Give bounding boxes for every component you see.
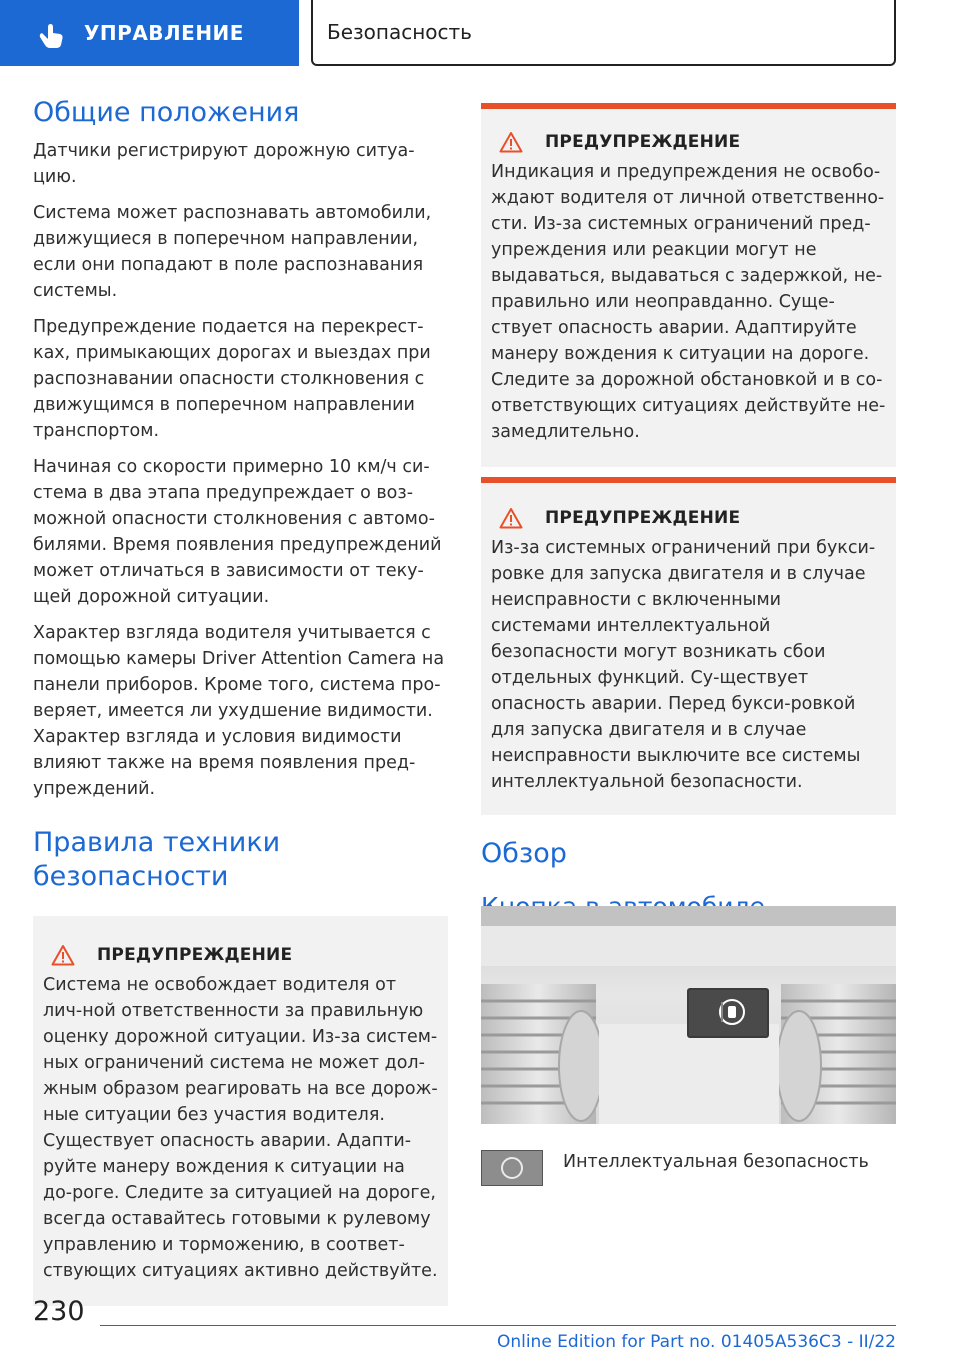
warning-triangle-icon bbox=[499, 507, 523, 529]
button-label: Интеллектуальная безопасность bbox=[563, 1152, 869, 1172]
warning-triangle-icon bbox=[51, 944, 75, 966]
warning-triangle-icon bbox=[499, 131, 523, 153]
warning-header bbox=[491, 507, 886, 529]
warning-header bbox=[43, 944, 438, 966]
paragraph: Предупреждение подается на перекрест-ках, примыкающих дорогах и выездах при распознавании опасности столкновения с движущимся в поперечном направлении транспортом. bbox=[33, 317, 431, 441]
intelligent-safety-button-icon bbox=[481, 1150, 543, 1186]
warning-text: Из-за системных ограничений при букси-ровке для запуска двигателя и в случае неисправности с включенными системами интеллектуальной безопасности могут возникать сбои отдельных функций. Су-ществует опасность аварии. Перед букси-ровкой для запуска двигателя и в случае неисправности выключите все системы интеллектуальной безопасности. bbox=[491, 538, 876, 792]
warning-label: ПРЕДУПРЕЖДЕНИЕ bbox=[545, 508, 741, 528]
page-number: 230 bbox=[33, 1296, 85, 1327]
warning-text: Индикация и предупреждения не освобо-ждают водителя от личной ответственно-сти. Из-за системных ограничений пред-упреждения или реакции могут не выдаваться, выдаваться с задержкой, не-правильно или неоправданно. Суще-ствует опасность аварии. Адаптируйте манеру вождения к ситуации на дороге. Следите за дорожной обстановкой и в со-ответствующих ситуациях действуйте не-замедлительно. bbox=[491, 162, 886, 442]
heading-general: Общие положения bbox=[33, 97, 300, 128]
heading-safety: Правила техники безопасности bbox=[33, 827, 281, 892]
heading-overview: Обзор bbox=[481, 838, 567, 869]
button-legend bbox=[481, 1150, 896, 1190]
chapter-tab bbox=[311, 0, 896, 66]
warning-label: ПРЕДУПРЕЖДЕНИЕ bbox=[97, 945, 293, 965]
warning-box bbox=[481, 477, 896, 815]
right-column bbox=[481, 103, 896, 923]
section-title: УПРАВЛЕНИЕ bbox=[84, 21, 244, 45]
console-illustration bbox=[481, 906, 896, 1124]
console-photo bbox=[481, 906, 896, 1124]
footer-edition: Online Edition for Part no. 01405A536C3 - II/22 bbox=[496, 1332, 896, 1352]
paragraph: Датчики регистрируют дорожную ситуа-цию. bbox=[33, 141, 415, 187]
warning-label: ПРЕДУПРЕЖДЕНИЕ bbox=[545, 132, 741, 152]
paragraph: Начиная со скорости примерно 10 км/ч си-стема в два этапа предупреждает о воз-можной опасности столкновения с автомо-билями. Время появления предупреждений может отличаться в зависимости от теку-щей дорожной ситуации. bbox=[33, 457, 442, 607]
paragraph: Система может распознавать автомобили, движущиеся в поперечном направлении, если они попадают в поле распознавания системы. bbox=[33, 203, 432, 301]
chapter-title: Безопасность bbox=[327, 20, 472, 44]
left-column bbox=[33, 96, 448, 1306]
paragraph: Характер взгляда водителя учитывается с помощью камеры Driver Attention Camera на панели приборов. Кроме того, система про-веряет, имеется ли ухудшение видимости. Характер взгляда и условия видимости влияют также на время появления пред-упреждений. bbox=[33, 623, 445, 799]
footer-divider bbox=[100, 1325, 896, 1326]
section-tab bbox=[0, 0, 299, 66]
hand-pointer-icon bbox=[34, 15, 70, 51]
warning-text: Система не освобождает водителя от лич-ной ответственности за правильную оценку дорожной ситуации. Из-за систем-ных ограничений система не может дол-жным образом реагировать на все дорож-ные ситуации без участия водителя. Существует опасность аварии. Адапти-руйте манеру вождения к ситуации на до-роге. Следите за ситуацией на дороге, всегда оставайтесь готовыми к рулевому управлению и торможению, в соответ-ствующих ситуациях активно действуйте. bbox=[43, 975, 438, 1281]
warning-box bbox=[481, 103, 896, 467]
warning-header bbox=[491, 131, 886, 153]
warning-box bbox=[33, 916, 448, 1306]
